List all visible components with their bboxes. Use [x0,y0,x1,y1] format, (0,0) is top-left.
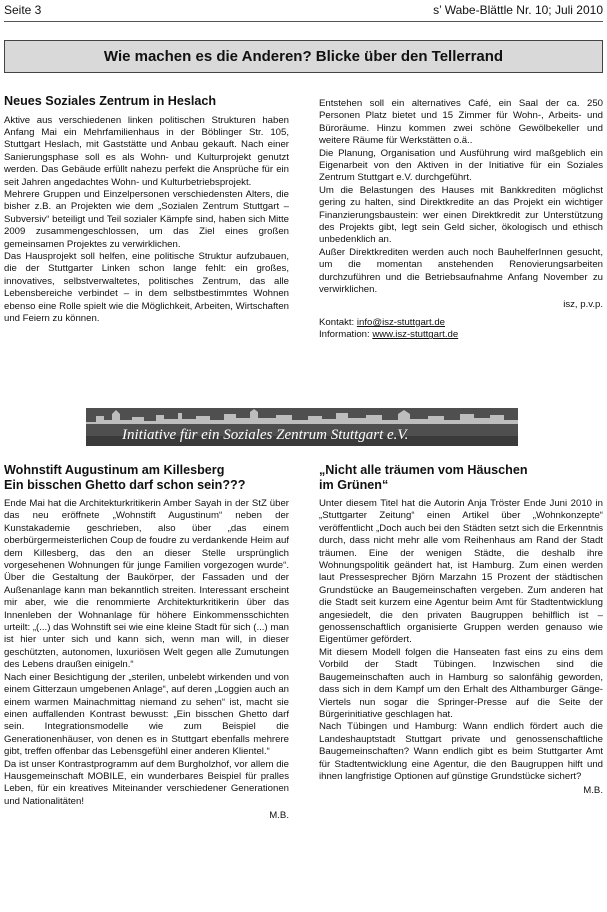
article2-paragraph: Da ist unser Kontrastprogramm auf dem Burgholzhof, vor allem die Hausgemeinschaft MOBILE, ein wunderbares Beispiel für pralles Leben, für ein kreatives Miteinander verschiedener Generationen und Nationalitäten! [4,758,289,807]
info-label: Information: [319,329,373,341]
issue-info: s’ Wabe-Blättle Nr. 10; Juli 2010 [433,3,603,17]
article1-paragraph: Entstehen soll ein alternatives Café, ein Saal der ca. 250 Personen Platz bietet und 15 Zimmer für Wohn-, Arbeits- und Büroräume. Hinzu kommen zwei schöne Gewölbekeller und weitere Räume für Werkstätten o.ä.. [319,98,603,147]
article2-title [4,463,289,492]
article3-paragraph: Unter diesem Titel hat die Autorin Anja Tröster Ende Juni 2010 in „Stuttgarter Zeitung“ einen Artikel über „Wohnkonzepte“ veröffentlicht „Doch auch bei den Städten setzt sich die Erkenntnis durch, dass nicht mehr alle vom Reihenhaus am Rand der Stadt träumen. Eine der wenigen Städte, die deshalb ihre Wohnungspolitik geändert hat, ist Hamburg. Zum einen werden laut Pressesprecher Björn Marzahn 15 Prozent der städtischen Grundstücke an Baugemeinschaften vergeben. Zum anderen hat die Stadt seit kurzem eine Agentur beim Amt für Stadtentwicklung angesiedelt, die den privaten Baugruppen behilflich ist – genossenschaftlich organisierte Gruppen werden genauso wie Eigentümer gefördert. [319,498,603,646]
contact-label: Kontakt: [319,316,357,328]
article3-column [319,463,603,908]
article1-left-column [4,94,289,394]
article2-paragraph: Ende Mai hat die Architekturkritikerin Amber Sayah in der StZ über das neu eröffnete „Wohnstift Augustinum“ neben der Kunstakademie geschrieben, also über „das einem oberbürgermeisterlichen Coup de foudre zu verdankende Heim auf dem Killesberg, das den an dieser Stelle ursprünglich vorgesehenen Wohnungen für junge Familien vorgezogen wurde“. Über die Gestaltung der Baukörper, der Fassaden und der Außenanlage kann man bekanntlich streiten. Interessant erscheint mir aber, wie die renommierte Architekturkritikerin über das Innenleben der Wohnanlage für höhere Einkommensschichten urteilt: „(...) das Wohnstift sei wie eine kleine Stadt für sich (...) man ist hier unter sich und kann sich, wenn man will, in dieser geschützten, autonomen, luxuriösen Welt gegen alle Zumutungen des Lebens draußen einigeln.“ [4,498,289,671]
article3-paragraph: Mit diesem Modell folgen die Hanseaten fast eins zu eins dem Vorbild der Stadt Tübingen. Inzwischen sind die Baugemeinschaften auch in Hamburg so salonfähig geworden, dass sich in dem Kampf um den Erhalt des Althamburger Gänge-Viertels nun sogar die Springer-Presse auf die Seite der Bürgerinitiative geschlagen hat. [319,646,603,720]
article2-paragraph: Nach einer Besichtigung der „sterilen, unbelebt wirkenden und von einem Gitterzaun umgebenen Anlage“, auf deren „Loggien auch an einem warmen Mainachmittag niemand zu sehen“ ist, macht sie einen auffallenden Kontrast bewusst: „Ein bisschen Ghetto darf sein. Integrationsmodelle wie zum Beispiel die Generationenhäuser, von denen es in Stuttgart ebenfalls mehrere gibt, treffen offenbar das Lebensgefühl einer anderen Klientel.“ [4,671,289,758]
article2-title-line1: Wohnstift Augustinum am Killesberg [4,463,225,477]
article2-signature: M.B. [269,810,289,822]
article2-title-line2: Ein bisschen Ghetto darf schon sein??? [4,477,246,492]
article1-paragraph: Außer Direktkrediten werden auch noch BauhelferInnen gesucht, um die momentan anstehenden Renovierungsarbeiten durchzuführen und die Betriebsaufnahme Anfang November zu verwirklichen. [319,246,603,296]
article3-signature: M.B. [583,785,603,797]
contact-email-link[interactable]: info@isz-stuttgart.de [356,316,445,328]
article3-paragraph: Nach Tübingen und Hamburg: Wann endlich fördert auch die Landeshauptstadt Stuttgart private und genossenschaftliche Baugemeinschaften? Wann endlich gibt es beim Stuttgarter Amt für Stadtentwicklung eine Agentur, die den Baugruppen hilft und ihnen langfristige Optionen auf günstige Grundstücke sichert? [319,721,603,782]
page-number: Seite 3 [4,3,42,17]
isz-logo [86,408,518,446]
page-header [4,3,603,19]
article3-title-line1: „Nicht alle träumen vom Häuschen [319,463,528,477]
article3-title [319,463,603,492]
article1-paragraph: Aktive aus verschiedenen linken politischen Strukturen haben Anfang Mai ein Mehrfamilienhaus in der Böblinger Str. 105, Stuttgart Heslach, mit Gaststätte und Anbau gekauft. Nach einer Sanierungsphase soll es als Wohn- und Kulturprojekt genutzt werden. Das Gebäude erfüllt nahezu perfekt die Ansprüche für ein seit Jahren angedachtes Wohn- und Kulturbetriebsprojekt. [4,114,289,188]
article1-paragraph: Mehrere Gruppen und Einzelpersonen verschiedensten Alters, die bisher z.B. an Projekten wie dem „Sozialen Zentrum Stuttgart – Subversiv“ beteiligt und Teil sozialer Kämpfe sind, haben sich Mitte 2009 zusammengeschlossen, um das Ziel eines großen gemeinsamen Projektes zu verwirklichen. [4,188,289,250]
article1-signature: isz, p.v.p. [563,298,603,310]
section-banner: Wie machen es die Anderen? Blicke über den Tellerrand [4,40,603,73]
article2-column [4,463,289,908]
header-divider [4,21,603,22]
contact-block [319,317,603,342]
info-url-link[interactable]: www.isz-stuttgart.de [372,329,459,341]
article1-title: Neues Soziales Zentrum in Heslach [4,94,217,108]
article1-paragraph: Die Planung, Organisation und Ausführung wird maßgeblich ein Eigenarbeit von den Aktiven in der Initiative für ein Soziales Zentrum Stuttgart e.V. durchgeführt. [319,147,603,184]
logo-text: Initiative für ein Soziales Zentrum Stuttgart e.V. [122,427,409,443]
article1-paragraph: Das Hausprojekt soll helfen, eine politische Struktur aufzubauen, die der Stuttgarter Linken schon lange fehlt: ein großes, innovatives, selbstverwaltetes, politisches Zentrum, das alle Lebensbereiche verbindet – in dem selbstbestimmtes Wohnen ebenso eine Rolle spielt wie die Möglichkeit, Arbeiten, Wirtschaften und Feiern zu können. [4,250,289,324]
article1-right-column [319,98,603,398]
article3-title-line2: im Grünen“ [319,477,389,492]
article1-paragraph: Um die Belastungen des Hauses mit Bankkrediten möglichst gering zu halten, sind Direktkredite an das Projekt ein wichtiger Finanzierungsbaustein: wer einen Direktkredit zur Unterstützung des Projekts gibt, legt sein Geld sicher, ökologisch und ethisch unbedenklich an. [319,184,603,246]
